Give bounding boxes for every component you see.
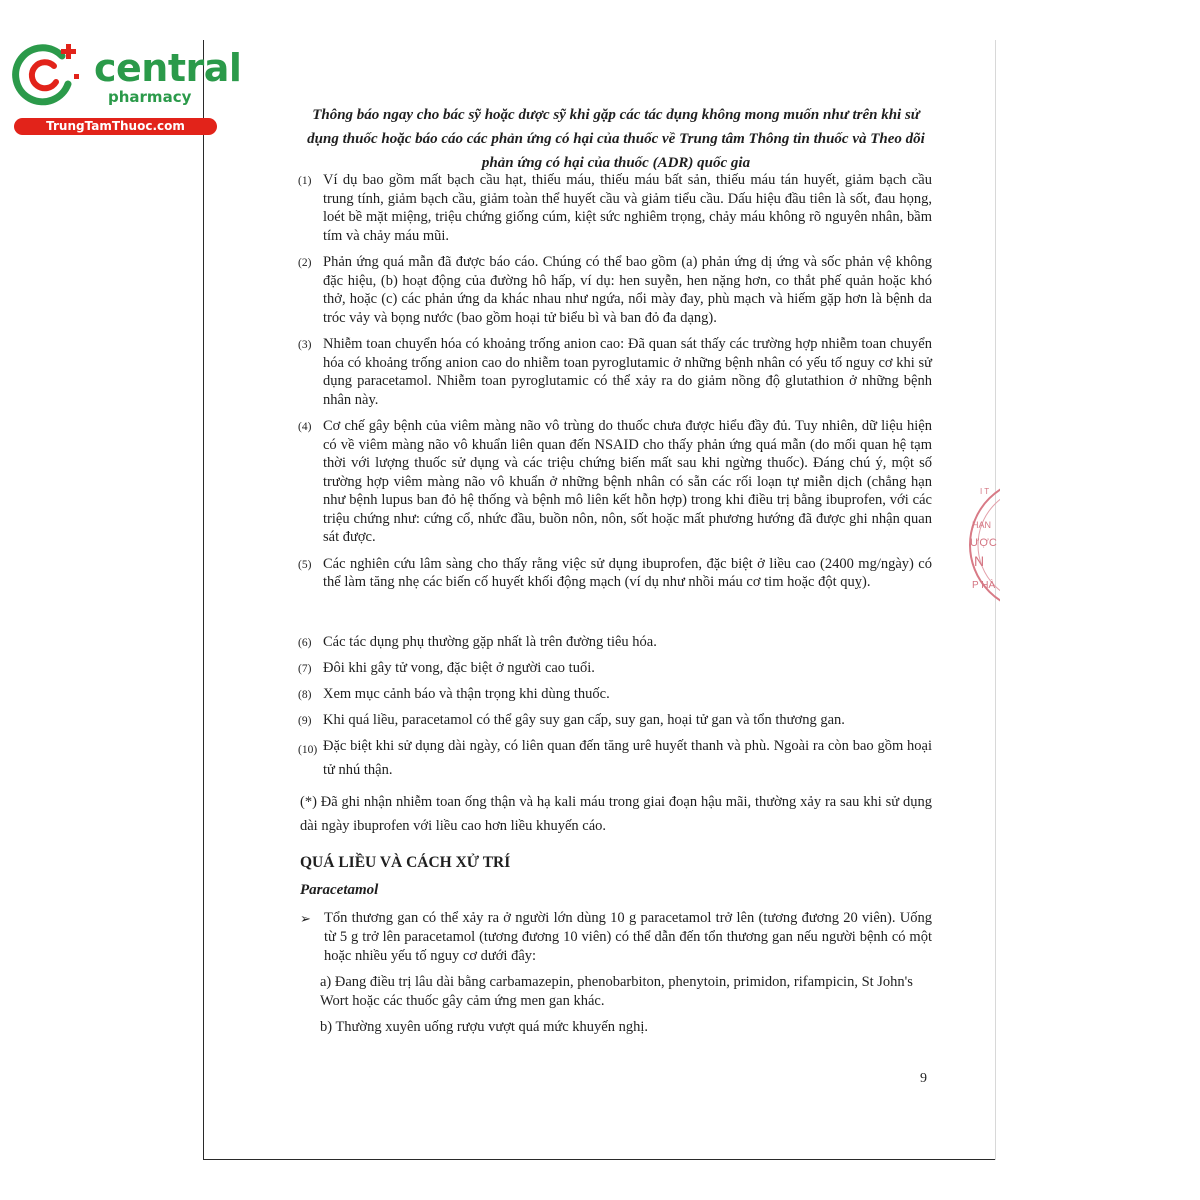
footnote-number: (1): [298, 175, 312, 187]
adr-report-notice: Thông báo ngay cho bác sỹ hoặc dược sỹ khi gặp các tác dụng không mong muốn như trên khi sử dụng thuốc hoặc báo cáo các phản ứng có hại của thuốc về Trung tâm Thông tin thuốc và Theo dõi phản ứng có hại của thuốc (ADR) quốc gia: [307, 107, 925, 171]
subsection-heading: Paracetamol: [300, 882, 379, 898]
page-number: 9: [920, 1071, 927, 1086]
footnote-text: Phản ứng quá mẫn đã được báo cáo. Chúng có thể bao gồm (a) phản ứng dị ứng và sốc phản vệ không đặc hiệu, (b) hoạt động của đường hô hấp, ví dụ: hen suyễn, hen nặng hơn, co thắt phế quản hoặc khó thở, hoặc (c) các phản ứng da khác nhau như ngứa, nổi mày đay, phù mạch và hiếm gặp hơn là bệnh da tróc vảy và bọng nước (bao gồm hoại tử biểu bì và ban đỏ đa dạng).: [323, 254, 932, 326]
footnote-text: Xem mục cảnh báo và thận trọng khi dùng thuốc.: [323, 686, 610, 702]
footnote-number: (2): [298, 257, 312, 269]
footnote-list: [298, 171, 932, 600]
bullet-text: Tổn thương gan có thể xảy ra ở người lớn dùng 10 g paracetamol trở lên (tương đương 20 viên). Uống từ 5 g trở lên paracetamol (tương đương 10 viên) có thể dẫn đến tổn thương gan nếu người bệnh có một hoặc nhiều yếu tố nguy cơ dưới đây:: [324, 910, 932, 964]
footnote-text: Cơ chế gây bệnh của viêm màng não vô trùng do thuốc chưa được hiểu đầy đủ. Tuy nhiên, dữ liệu hiện có về viêm màng não vô khuẩn liên quan đến NSAID cho thấy phản ứng quá mẫn (do mối quan hệ tạm thời với lượng thuốc sử dụng và các triệu chứng biến mất sau khi ngừng thuốc). Đáng chú ý, một số trường hợp viêm màng não vô khuẩn ở những bệnh nhân có sẵn các rối loạn tự miễn dịch (chẳng hạn như bệnh lupus ban đỏ hệ thống và bệnh mô liên kết hỗn hợp) trong khi điều trị bằng ibuprofen, với các triệu chứng như: cứng cổ, nhức đầu, buồn nôn, nôn, sốt hoặc mất phương hướng đã được ghi nhận quan sát được.: [323, 418, 932, 545]
footnote-text: Đôi khi gây tử vong, đặc biệt ở người cao tuổi.: [323, 660, 595, 676]
bullet-item: [300, 909, 932, 966]
footnote-number: (6): [298, 637, 312, 649]
footnote-text: Nhiễm toan chuyển hóa có khoảng trống anion cao: Đã quan sát thấy các trường hợp nhiễm toan chuyển hóa có khoảng trống anion cao do nhiễm toan pyroglutamic ở những bệnh nhân có yếu tố nguy cơ khi sử dụng paracetamol. Nhiễm toan pyroglutamic có thể xảy ra do giảm nồng độ glutathion ở những bệnh nhân này.: [323, 336, 932, 408]
footnote-item: [298, 711, 932, 731]
footnote-item: [298, 171, 932, 245]
footnote-number: (7): [298, 663, 312, 675]
logo-brand-name: central: [94, 46, 242, 90]
page-border-bottom: [203, 1159, 996, 1160]
footnote-number: (8): [298, 689, 312, 701]
svg-text:I T: I T: [980, 487, 990, 496]
footnote-item: [298, 555, 932, 592]
logo-subtitle: pharmacy: [108, 88, 192, 106]
logo-mark-icon: [10, 38, 82, 110]
stamp-seal-icon: [944, 470, 1000, 620]
svg-text:P HÀ: P HÀ: [972, 580, 996, 591]
footnote-number: (3): [298, 339, 312, 351]
arrow-bullet-icon: ➢: [300, 911, 311, 926]
official-stamp: [944, 470, 1000, 620]
svg-text:HAN: HAN: [972, 520, 992, 530]
logo-url-banner: TrungTamThuoc.com: [14, 118, 217, 135]
footnote-text: Ví dụ bao gồm mất bạch cầu hạt, thiếu máu, thiếu máu bất sản, thiếu máu tán huyết, giảm bạch cầu trung tính, giảm bạch cầu, giảm toàn thể huyết cầu và giảm tiểu cầu. Dấu hiệu đầu tiên là sốt, đau họng, loét bề mặt miệng, triệu chứng giống cúm, kiệt sức nghiêm trọng, chảy máu không rõ nguyên nhân, bầm tím và chảy máu mũi.: [323, 172, 932, 244]
footnote-item: [298, 659, 932, 679]
footnote-item: [298, 417, 932, 547]
footnote-number: (5): [298, 558, 312, 571]
footnote-text: Các tác dụng phụ thường gặp nhất là trên đường tiêu hóa.: [323, 634, 657, 650]
footnote-text: Các nghiên cứu lâm sàng cho thấy rằng việc sử dụng ibuprofen, đặc biệt ở liều cao (2400 mg/ngày) có thể làm tăng nhẹ các biến cố huyết khối động mạch (ví dụ như nhồi máu cơ tim hoặc đột quỵ).: [323, 555, 932, 590]
footnote-number: (4): [298, 421, 312, 433]
footnote-item: [298, 685, 932, 705]
footnote-item: [298, 734, 932, 782]
footnote-item: [298, 633, 932, 653]
page-border-left: [203, 40, 204, 1160]
starred-note: (*) Đã ghi nhận nhiễm toan ống thận và hạ kali máu trong giai đoạn hậu mãi, thường xảy ra sau khi sử dụng dài ngày ibuprofen với liều cao hơn liều khuyến cáo.: [300, 794, 932, 834]
footnote-number: (10): [298, 744, 318, 756]
footnote-text: Đặc biệt khi sử dụng dài ngày, có liên quan đến tăng urê huyết thanh và phù. Ngoài ra còn bao gồm hoại tử nhú thận.: [323, 738, 932, 778]
footnote-text: Khi quá liều, paracetamol có thể gây suy gan cấp, suy gan, hoại tử gan và tổn thương gan.: [323, 712, 845, 728]
footnote-number: (9): [298, 715, 312, 727]
risk-factor-a: a) Đang điều trị lâu dài bằng carbamazepin, phenobarbiton, phenytoin, primidon, rifampicin, St John's Wort hoặc các thuốc gây cảm ứng men gan khác.: [320, 974, 913, 1009]
svg-text:ƯỢC: ƯỢC: [970, 537, 997, 549]
svg-text:N: N: [974, 553, 985, 569]
footnote-item: [298, 253, 932, 327]
section-heading: QUÁ LIỀU VÀ CÁCH XỬ TRÍ: [300, 854, 511, 871]
central-pharmacy-logo: [10, 38, 242, 138]
footnote-item: [298, 335, 932, 409]
risk-factor-b: b) Thường xuyên uống rượu vượt quá mức khuyến nghị.: [320, 1019, 649, 1035]
